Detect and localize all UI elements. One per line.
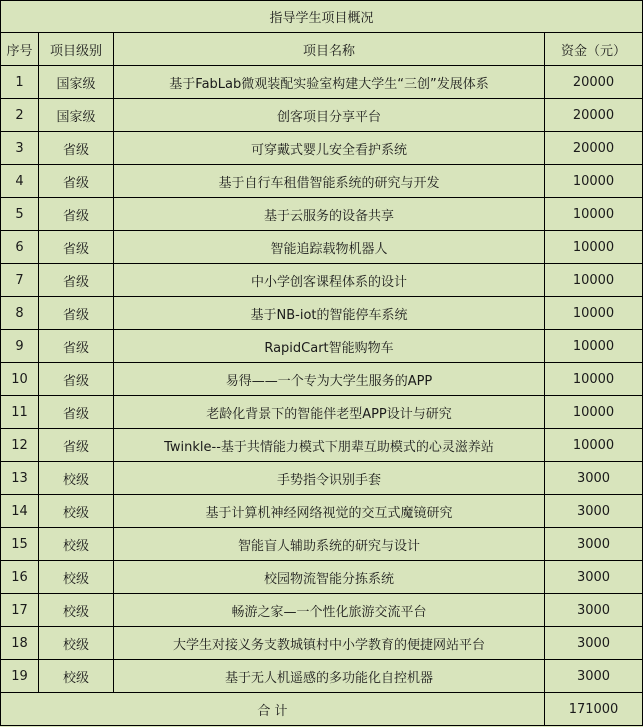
cell-no: 2 [1,99,39,132]
cell-amount: 10000 [545,165,643,198]
cell-level: 校级 [39,495,114,528]
cell-level: 国家级 [39,66,114,99]
cell-no: 5 [1,198,39,231]
table-row [1,264,643,297]
cell-name: 基于FabLab微观装配实验室构建大学生“三创”发展体系 [114,66,545,99]
cell-no: 6 [1,231,39,264]
total-label: 合 计 [1,693,545,726]
cell-level: 省级 [39,396,114,429]
cell-amount: 3000 [545,627,643,660]
cell-name: Twinkle--基于共情能力模式下朋辈互助模式的心灵滋养站 [114,429,545,462]
cell-level: 省级 [39,264,114,297]
cell-no: 16 [1,561,39,594]
cell-no: 18 [1,627,39,660]
cell-amount: 20000 [545,66,643,99]
table-row [1,198,643,231]
cell-name: 基于自行车租借智能系统的研究与开发 [114,165,545,198]
cell-no: 13 [1,462,39,495]
header-no: 序号 [1,33,39,66]
cell-amount: 10000 [545,264,643,297]
header-name: 项目名称 [114,33,545,66]
cell-level: 省级 [39,330,114,363]
cell-level: 省级 [39,132,114,165]
cell-no: 8 [1,297,39,330]
cell-amount: 3000 [545,561,643,594]
cell-name: 可穿戴式婴儿安全看护系统 [114,132,545,165]
cell-no: 17 [1,594,39,627]
cell-level: 校级 [39,660,114,693]
cell-level: 国家级 [39,99,114,132]
cell-no: 12 [1,429,39,462]
cell-amount: 10000 [545,396,643,429]
table-row [1,231,643,264]
cell-no: 11 [1,396,39,429]
cell-name: 基于计算机神经网络视觉的交互式魔镜研究 [114,495,545,528]
cell-name: 基于无人机遥感的多功能化自控机器 [114,660,545,693]
cell-name: 大学生对接义务支教城镇村中小学教育的便捷网站平台 [114,627,545,660]
cell-name: 手势指令识别手套 [114,462,545,495]
cell-level: 校级 [39,528,114,561]
cell-no: 19 [1,660,39,693]
table-row [1,66,643,99]
table-row [1,627,643,660]
table-row [1,528,643,561]
cell-name: 创客项目分享平台 [114,99,545,132]
cell-level: 省级 [39,165,114,198]
cell-level: 省级 [39,297,114,330]
cell-no: 10 [1,363,39,396]
cell-name: 基于云服务的设备共享 [114,198,545,231]
table-row [1,561,643,594]
cell-amount: 3000 [545,462,643,495]
table-row [1,99,643,132]
cell-level: 校级 [39,594,114,627]
cell-level: 省级 [39,363,114,396]
cell-amount: 10000 [545,429,643,462]
cell-amount: 10000 [545,330,643,363]
table-row [1,132,643,165]
cell-name: 智能追踪载物机器人 [114,231,545,264]
cell-no: 7 [1,264,39,297]
cell-amount: 3000 [545,528,643,561]
cell-name: 中小学创客课程体系的设计 [114,264,545,297]
cell-level: 省级 [39,231,114,264]
cell-amount: 3000 [545,495,643,528]
cell-no: 9 [1,330,39,363]
cell-amount: 3000 [545,660,643,693]
cell-amount: 10000 [545,363,643,396]
table-row [1,495,643,528]
cell-name: 老龄化背景下的智能伴老型APP设计与研究 [114,396,545,429]
total-amount: 171000 [545,693,643,726]
header-level: 项目级别 [39,33,114,66]
cell-level: 校级 [39,561,114,594]
cell-level: 校级 [39,627,114,660]
cell-no: 4 [1,165,39,198]
cell-no: 3 [1,132,39,165]
table-row [1,429,643,462]
table-row [1,594,643,627]
cell-no: 15 [1,528,39,561]
table-row [1,165,643,198]
table-row [1,462,643,495]
total-row [1,693,643,726]
table-row [1,396,643,429]
cell-name: RapidCart智能购物车 [114,330,545,363]
cell-amount: 10000 [545,198,643,231]
table-title-row [1,1,643,33]
table-row [1,363,643,396]
header-amount: 资金（元） [545,33,643,66]
cell-name: 智能盲人辅助系统的研究与设计 [114,528,545,561]
cell-name: 基于NB-iot的智能停车系统 [114,297,545,330]
cell-no: 1 [1,66,39,99]
cell-name: 畅游之家—一个性化旅游交流平台 [114,594,545,627]
table-row [1,660,643,693]
cell-amount: 10000 [545,231,643,264]
cell-name: 校园物流智能分拣系统 [114,561,545,594]
cell-amount: 20000 [545,99,643,132]
cell-level: 省级 [39,198,114,231]
cell-no: 14 [1,495,39,528]
cell-level: 省级 [39,429,114,462]
table-row [1,330,643,363]
table-header-row [1,33,643,66]
table-row [1,297,643,330]
cell-name: 易得——一个专为大学生服务的APP [114,363,545,396]
table-title: 指导学生项目概况 [1,1,643,33]
cell-level: 校级 [39,462,114,495]
cell-amount: 3000 [545,594,643,627]
cell-amount: 20000 [545,132,643,165]
cell-amount: 10000 [545,297,643,330]
